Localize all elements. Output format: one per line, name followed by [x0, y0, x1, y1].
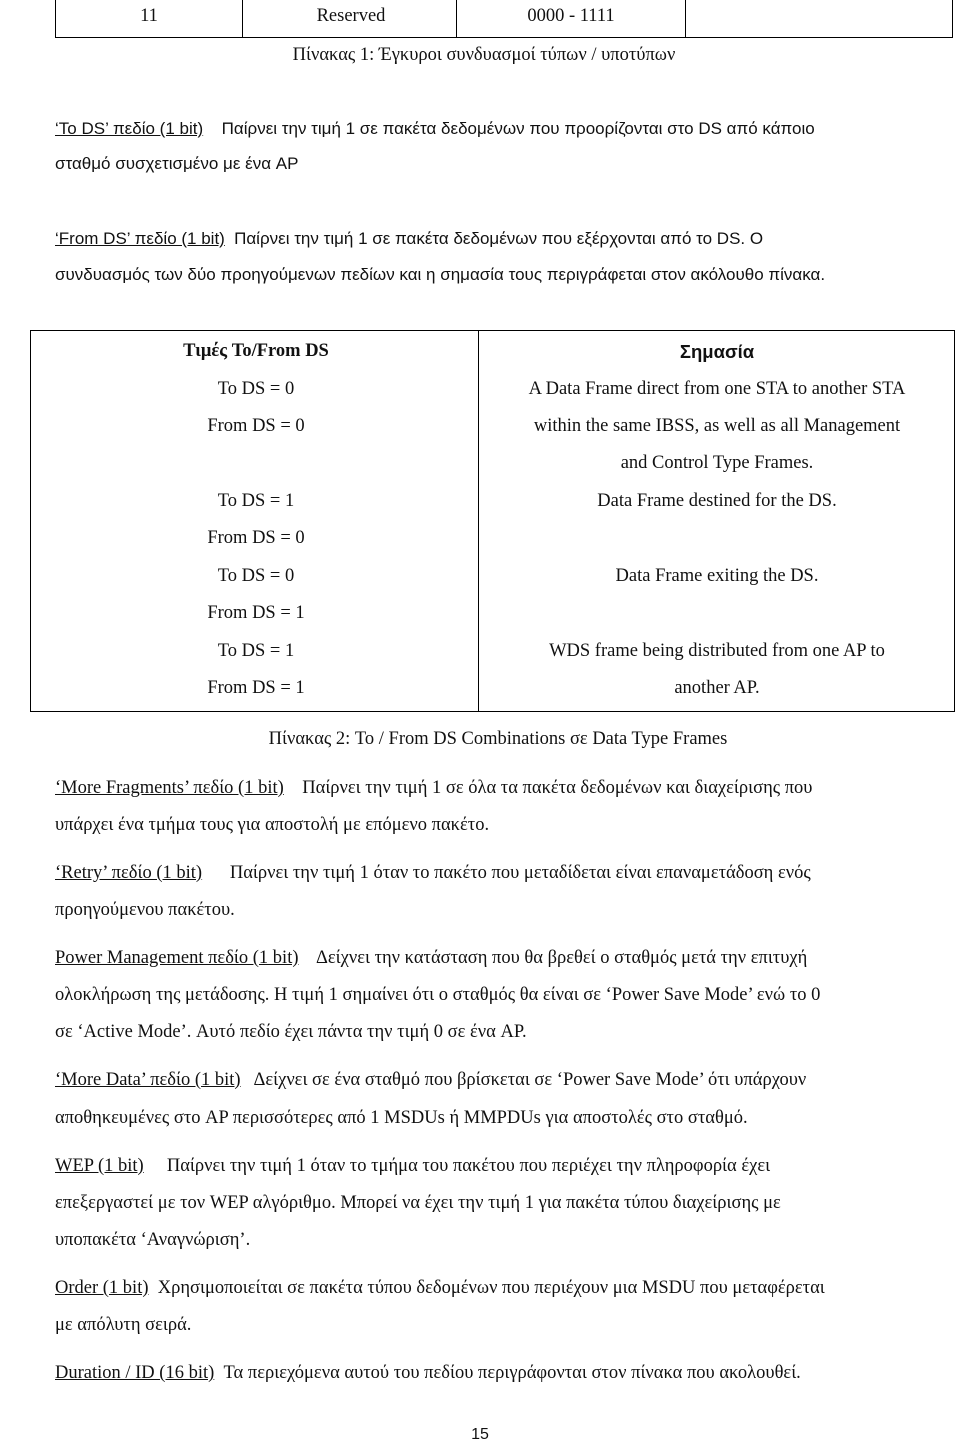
from-ds-paragraph [55, 227, 763, 251]
row-to-ds: To DS = 1 [217, 491, 295, 511]
wep-paragraph [55, 1154, 770, 1178]
more-fragments-text-line2: υπάρχει ένα τμήμα τους για αποστολή με επόμενο πακέτο. [55, 815, 490, 835]
retry-text-line2: προηγούμενου πακέτου. [55, 900, 235, 920]
row-meaning: and Control Type Frames. [620, 453, 814, 473]
more-data-label: ‘More Data’ πεδίο (1 bit) [55, 1070, 241, 1090]
page-number: 15 [471, 1426, 489, 1443]
duration-paragraph [55, 1361, 801, 1385]
row-to-ds: To DS = 1 [217, 641, 295, 661]
to-ds-label: ‘Το DS’ πεδίο (1 bit) [55, 119, 204, 138]
ds-combinations-table [30, 330, 955, 712]
table-border [55, 37, 953, 38]
retry-paragraph [55, 861, 811, 885]
table-border [55, 0, 56, 38]
top-table-cell: 0000 - 1111 [527, 6, 615, 26]
row-from-ds: From DS = 0 [207, 416, 305, 436]
table-border [456, 0, 457, 38]
power-mgmt-text-line2: ολοκλήρωση της μετάδοσης. Η τιμή 1 σημαίνει ότι ο σταθμός θα είναι σε ‘Power Save Mode’ ενώ το 0 [55, 985, 821, 1005]
row-from-ds: From DS = 1 [207, 678, 305, 698]
wep-text: Παίρνει την τιμή 1 όταν το τμήμα του πακέτου που περιέχει την πληροφορία έχει [166, 1156, 771, 1176]
more-data-text-line2: αποθηκευμένες στο AP περισσότερες από 1 MSDUs ή MMPDUs για αποστολές στο σταθμό. [55, 1108, 748, 1128]
order-text: Χρησιμοποιείται σε πακέτα τύπου δεδομένων που περιέχουν μια MSDU που μεταφέρεται [157, 1278, 825, 1298]
top-table-cell: 11 [140, 6, 158, 26]
more-fragments-paragraph [55, 776, 812, 800]
from-ds-label: ‘From DS’ πεδίο (1 bit) [55, 229, 225, 248]
more-fragments-text: Παίρνει την τιμή 1 σε όλα τα πακέτα δεδομένων και διαχείρισης που [302, 778, 813, 798]
top-table-fragment [55, 0, 953, 38]
order-label: Order (1 bit) [55, 1278, 149, 1298]
row-to-ds: To DS = 0 [217, 379, 295, 399]
row-meaning: WDS frame being distributed from one AP to [549, 641, 885, 661]
wep-text-line2: επεξεργαστεί με τον WEP αλγόριθμο. Μπορεί να έχει την τιμή 1 για πακέτα τύπου διαχείρισης με [55, 1193, 781, 1213]
more-data-paragraph [55, 1068, 806, 1092]
order-paragraph [55, 1276, 825, 1300]
duration-text: Τα περιεχόμενα αυτού του πεδίου περιγράφονται στον πίνακα που ακολουθεί. [223, 1363, 801, 1383]
power-mgmt-text: Δείχνει την κατάσταση που θα βρεθεί ο σταθμός μετά την επιτυχή [315, 948, 808, 968]
retry-text: Παίρνει την τιμή 1 όταν το πακέτο που μεταδίδεται είναι επαναμετάδοση ενός [229, 863, 811, 883]
table-border [952, 0, 953, 38]
row-meaning: Data Frame exiting the DS. [615, 566, 819, 586]
to-ds-text: Παίρνει την τιμή 1 σε πακέτα δεδομένων που προορίζονται στο DS από κάποιο [221, 119, 815, 138]
table-border [685, 0, 686, 38]
row-to-ds: To DS = 0 [217, 566, 295, 586]
table-divider [478, 331, 479, 711]
row-meaning: Data Frame destined for the DS. [597, 491, 837, 511]
row-meaning: A Data Frame direct from one STA to another STA [528, 379, 906, 399]
from-ds-text-line2: συνδυασμός των δύο προηγούμενων πεδίων και η σημασία τους περιγράφεται στον ακόλουθο πίνακα. [55, 265, 826, 284]
retry-label: ‘Retry’ πεδίο (1 bit) [55, 863, 203, 883]
header-values: Τιμές To/From DS [183, 341, 329, 361]
power-mgmt-paragraph [55, 946, 807, 970]
row-from-ds: From DS = 1 [207, 603, 305, 623]
from-ds-text: Παίρνει την τιμή 1 σε πακέτα δεδομένων που εξέρχονται από το DS. Ο [234, 229, 764, 248]
wep-text-line3: υποπακέτα ‘Αναγνώριση’. [55, 1230, 251, 1250]
to-ds-paragraph [55, 117, 815, 141]
header-meaning: Σημασία [679, 341, 755, 362]
row-meaning: another AP. [674, 678, 760, 698]
table1-caption: Πίνακας 1: Έγκυροι συνδυασμοί τύπων / υποτύπων [292, 45, 676, 65]
wep-label: WEP (1 bit) [55, 1156, 144, 1176]
duration-label: Duration / ID (16 bit) [55, 1363, 215, 1383]
power-mgmt-text-line3: σε ‘Active Mode’. Αυτό πεδίο έχει πάντα την τιμή 0 σε ένα AP. [55, 1022, 527, 1042]
top-table-cell: Reserved [316, 6, 386, 26]
row-meaning: within the same IBSS, as well as all Management [533, 416, 901, 436]
table-border [242, 0, 243, 38]
power-mgmt-label: Power Management πεδίο (1 bit) [55, 948, 299, 968]
table2-caption: Πίνακας 2: To / From DS Combinations σε Data Type Frames [268, 729, 728, 749]
row-from-ds: From DS = 0 [207, 528, 305, 548]
more-data-text: Δείχνει σε ένα σταθμό που βρίσκεται σε ‘Power Save Mode’ ότι υπάρχουν [253, 1070, 807, 1090]
more-fragments-label: ‘More Fragments’ πεδίο (1 bit) [55, 778, 284, 798]
to-ds-text-line2: σταθμό συσχετισμένο με ένα AP [55, 154, 299, 173]
order-text-line2: με απόλυτη σειρά. [55, 1315, 192, 1335]
